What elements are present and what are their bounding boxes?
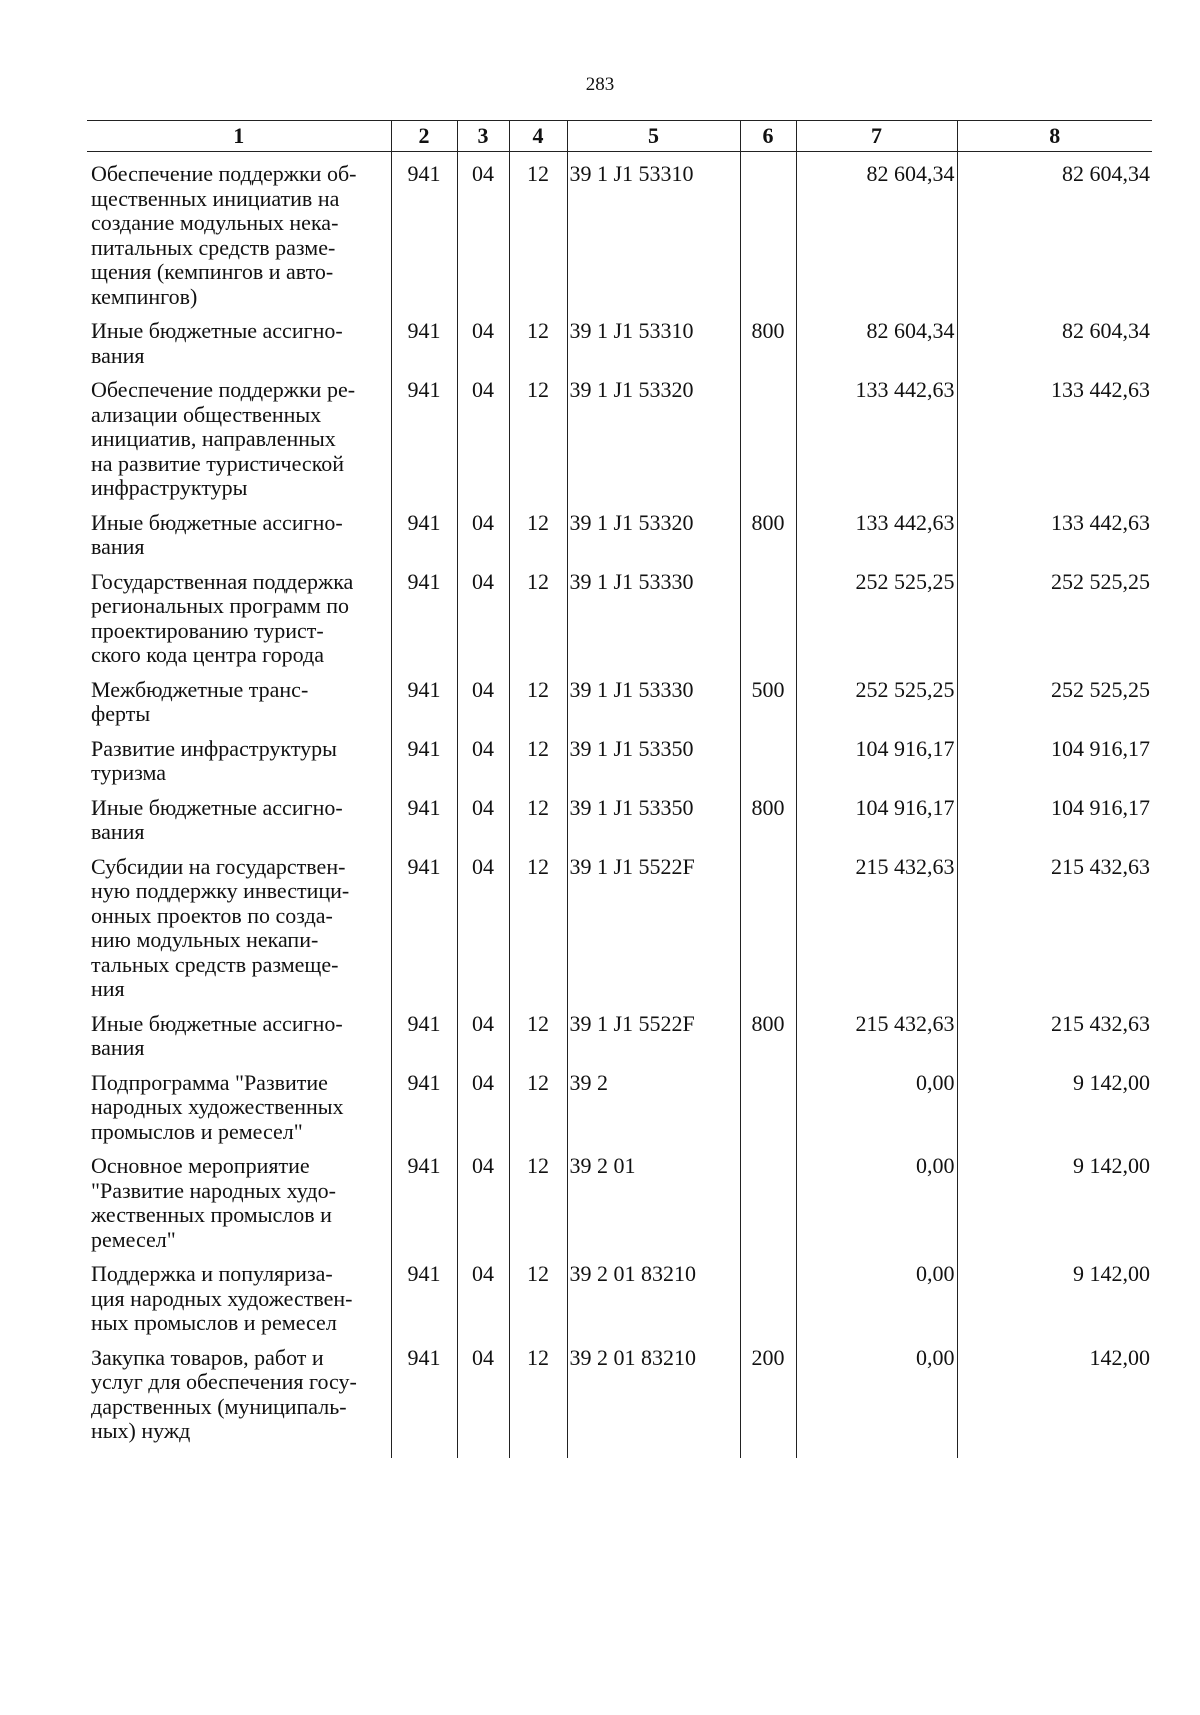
row-amount-col7: 252 525,25: [796, 668, 957, 727]
row-name: [87, 152, 391, 310]
row-expense-type-code: 800: [740, 501, 796, 560]
row-amount-col8: 104 916,17: [957, 727, 1152, 786]
row-amount-col7: 133 442,63: [796, 501, 957, 560]
row-subsection-code: 12: [509, 1002, 567, 1061]
row-amount-col8: 215 432,63: [957, 1002, 1152, 1061]
row-amount-col8: 252 525,25: [957, 560, 1152, 668]
table-row: [87, 560, 1152, 668]
row-section-code: 04: [457, 1002, 509, 1061]
table-body: [87, 152, 1152, 1458]
row-amount-col7: 215 432,63: [796, 1002, 957, 1061]
row-ved-code: 941: [391, 668, 457, 727]
header-col-5: 5: [567, 121, 740, 152]
row-expense-type-code: [740, 845, 796, 1002]
header-col-7: 7: [796, 121, 957, 152]
row-name-text: Иные бюджетные ассигно- вания: [91, 1010, 343, 1060]
row-expense-type-code: 500: [740, 668, 796, 727]
row-amount-col7: 82 604,34: [796, 309, 957, 368]
row-name-text: Обеспечение поддержки об- щественных инициатив на создание модульных нека- питальных средств разме- щения (кемпингов и авто- кемпингов): [91, 161, 357, 309]
row-name: [87, 1336, 391, 1458]
row-section-code: 04: [457, 560, 509, 668]
row-subsection-code: 12: [509, 501, 567, 560]
row-amount-col8: 9 142,00: [957, 1144, 1152, 1252]
row-expense-type-code: [740, 1061, 796, 1145]
row-amount-col7: 0,00: [796, 1144, 957, 1252]
row-section-code: 04: [457, 845, 509, 1002]
row-amount-col7: 0,00: [796, 1061, 957, 1145]
row-ved-code: 941: [391, 368, 457, 501]
row-subsection-code: 12: [509, 368, 567, 501]
row-name-text: Закупка товаров, работ и услуг для обеспечения госу- дарственных (муниципаль- ных) нужд: [91, 1344, 357, 1443]
row-section-code: 04: [457, 152, 509, 310]
row-subsection-code: 12: [509, 1061, 567, 1145]
row-ved-code: 941: [391, 845, 457, 1002]
row-subsection-code: 12: [509, 845, 567, 1002]
row-expense-type-code: [740, 560, 796, 668]
row-ved-code: 941: [391, 1144, 457, 1252]
row-name: [87, 309, 391, 368]
row-subsection-code: 12: [509, 1252, 567, 1336]
row-name-text: Государственная поддержка региональных программ по проектированию турист- ского кода центра города: [91, 568, 354, 667]
row-subsection-code: 12: [509, 668, 567, 727]
table-header-row: [87, 121, 1152, 152]
row-amount-col7: 252 525,25: [796, 560, 957, 668]
row-ved-code: 941: [391, 501, 457, 560]
row-amount-col8: 9 142,00: [957, 1061, 1152, 1145]
row-section-code: 04: [457, 1061, 509, 1145]
row-amount-col8: 82 604,34: [957, 152, 1152, 310]
row-name: [87, 560, 391, 668]
row-ved-code: 941: [391, 786, 457, 845]
row-ved-code: 941: [391, 560, 457, 668]
row-section-code: 04: [457, 668, 509, 727]
table-row: [87, 309, 1152, 368]
row-section-code: 04: [457, 501, 509, 560]
row-amount-col8: 104 916,17: [957, 786, 1152, 845]
row-name-text: Поддержка и популяриза- ция народных художествен- ных промыслов и ремесел: [91, 1261, 353, 1335]
row-target-code: 39 1 J1 53330: [567, 560, 740, 668]
row-target-code: 39 1 J1 5522F: [567, 845, 740, 1002]
row-ved-code: 941: [391, 309, 457, 368]
row-ved-code: 941: [391, 152, 457, 310]
header-col-2: 2: [391, 121, 457, 152]
row-ved-code: 941: [391, 1252, 457, 1336]
row-amount-col7: 0,00: [796, 1336, 957, 1458]
row-name: [87, 1252, 391, 1336]
row-amount-col8: 133 442,63: [957, 368, 1152, 501]
row-subsection-code: 12: [509, 309, 567, 368]
row-name: [87, 501, 391, 560]
row-amount-col7: 82 604,34: [796, 152, 957, 310]
row-target-code: 39 1 J1 5522F: [567, 1002, 740, 1061]
row-target-code: 39 1 J1 53310: [567, 152, 740, 310]
row-name-text: Обеспечение поддержки ре- ализации общественных инициатив, направленных на развитие туристической инфраструктуры: [91, 377, 356, 500]
table-row: [87, 1002, 1152, 1061]
table-row: [87, 786, 1152, 845]
row-expense-type-code: [740, 1252, 796, 1336]
row-ved-code: 941: [391, 1061, 457, 1145]
row-ved-code: 941: [391, 1002, 457, 1061]
row-name: [87, 727, 391, 786]
row-section-code: 04: [457, 368, 509, 501]
row-name: [87, 786, 391, 845]
header-col-4: 4: [509, 121, 567, 152]
table-row: [87, 1252, 1152, 1336]
row-target-code: 39 1 J1 53350: [567, 786, 740, 845]
table-row: [87, 845, 1152, 1002]
table-row: [87, 1061, 1152, 1145]
row-target-code: 39 2 01: [567, 1144, 740, 1252]
row-target-code: 39 2 01 83210: [567, 1336, 740, 1458]
row-expense-type-code: 800: [740, 786, 796, 845]
row-subsection-code: 12: [509, 1144, 567, 1252]
row-amount-col7: 104 916,17: [796, 786, 957, 845]
row-subsection-code: 12: [509, 1336, 567, 1458]
row-name-text: Основное мероприятие "Развитие народных худо- жественных промыслов и ремесел": [91, 1153, 336, 1252]
row-subsection-code: 12: [509, 152, 567, 310]
row-ved-code: 941: [391, 727, 457, 786]
table-row: [87, 501, 1152, 560]
row-target-code: 39 1 J1 53350: [567, 727, 740, 786]
table-row: [87, 668, 1152, 727]
row-name-text: Субсидии на государствен- ную поддержку инвестици- онных проектов по созда- нию модульных некапи- тальных средств размеще- ния: [91, 853, 350, 1001]
row-target-code: 39 1 J1 53310: [567, 309, 740, 368]
row-section-code: 04: [457, 1252, 509, 1336]
row-name-text: Иные бюджетные ассигно- вания: [91, 318, 343, 368]
budget-table: [87, 120, 1152, 1458]
row-amount-col8: 82 604,34: [957, 309, 1152, 368]
row-name: [87, 668, 391, 727]
row-subsection-code: 12: [509, 786, 567, 845]
row-name-text: Подпрограмма "Развитие народных художественных промыслов и ремесел": [91, 1069, 344, 1144]
row-expense-type-code: [740, 368, 796, 501]
row-subsection-code: 12: [509, 727, 567, 786]
row-expense-type-code: [740, 152, 796, 310]
header-col-1: 1: [87, 121, 391, 152]
row-amount-col8: 142,00: [957, 1336, 1152, 1458]
row-subsection-code: 12: [509, 560, 567, 668]
table-row: [87, 1336, 1152, 1458]
row-amount-col8: 133 442,63: [957, 501, 1152, 560]
row-expense-type-code: 800: [740, 1002, 796, 1061]
row-target-code: 39 2 01 83210: [567, 1252, 740, 1336]
row-name-text: Иные бюджетные ассигно- вания: [91, 509, 343, 559]
header-col-3: 3: [457, 121, 509, 152]
row-section-code: 04: [457, 309, 509, 368]
row-target-code: 39 1 J1 53330: [567, 668, 740, 727]
row-amount-col7: 0,00: [796, 1252, 957, 1336]
row-section-code: 04: [457, 1336, 509, 1458]
page-number: 283: [585, 74, 615, 95]
table-row: [87, 727, 1152, 786]
row-section-code: 04: [457, 1144, 509, 1252]
row-amount-col8: 215 432,63: [957, 845, 1152, 1002]
row-section-code: 04: [457, 727, 509, 786]
row-amount-col8: 252 525,25: [957, 668, 1152, 727]
row-name-text: Развитие инфраструктуры туризма: [91, 735, 337, 785]
row-target-code: 39 2: [567, 1061, 740, 1145]
table-row: [87, 368, 1152, 501]
row-target-code: 39 1 J1 53320: [567, 368, 740, 501]
row-expense-type-code: [740, 727, 796, 786]
row-name: [87, 1061, 391, 1145]
row-name-text: Межбюджетные транс- ферты: [91, 676, 309, 726]
row-ved-code: 941: [391, 1336, 457, 1458]
table-row: [87, 152, 1152, 310]
row-section-code: 04: [457, 786, 509, 845]
row-name: [87, 1144, 391, 1252]
row-amount-col7: 104 916,17: [796, 727, 957, 786]
row-name-text: Иные бюджетные ассигно- вания: [91, 794, 343, 844]
row-expense-type-code: 200: [740, 1336, 796, 1458]
row-expense-type-code: 800: [740, 309, 796, 368]
header-col-8: 8: [957, 121, 1152, 152]
row-name: [87, 1002, 391, 1061]
row-amount-col8: 9 142,00: [957, 1252, 1152, 1336]
row-expense-type-code: [740, 1144, 796, 1252]
row-amount-col7: 215 432,63: [796, 845, 957, 1002]
row-amount-col7: 133 442,63: [796, 368, 957, 501]
row-name: [87, 368, 391, 501]
table-row: [87, 1144, 1152, 1252]
row-target-code: 39 1 J1 53320: [567, 501, 740, 560]
header-col-6: 6: [740, 121, 796, 152]
row-name: [87, 845, 391, 1002]
